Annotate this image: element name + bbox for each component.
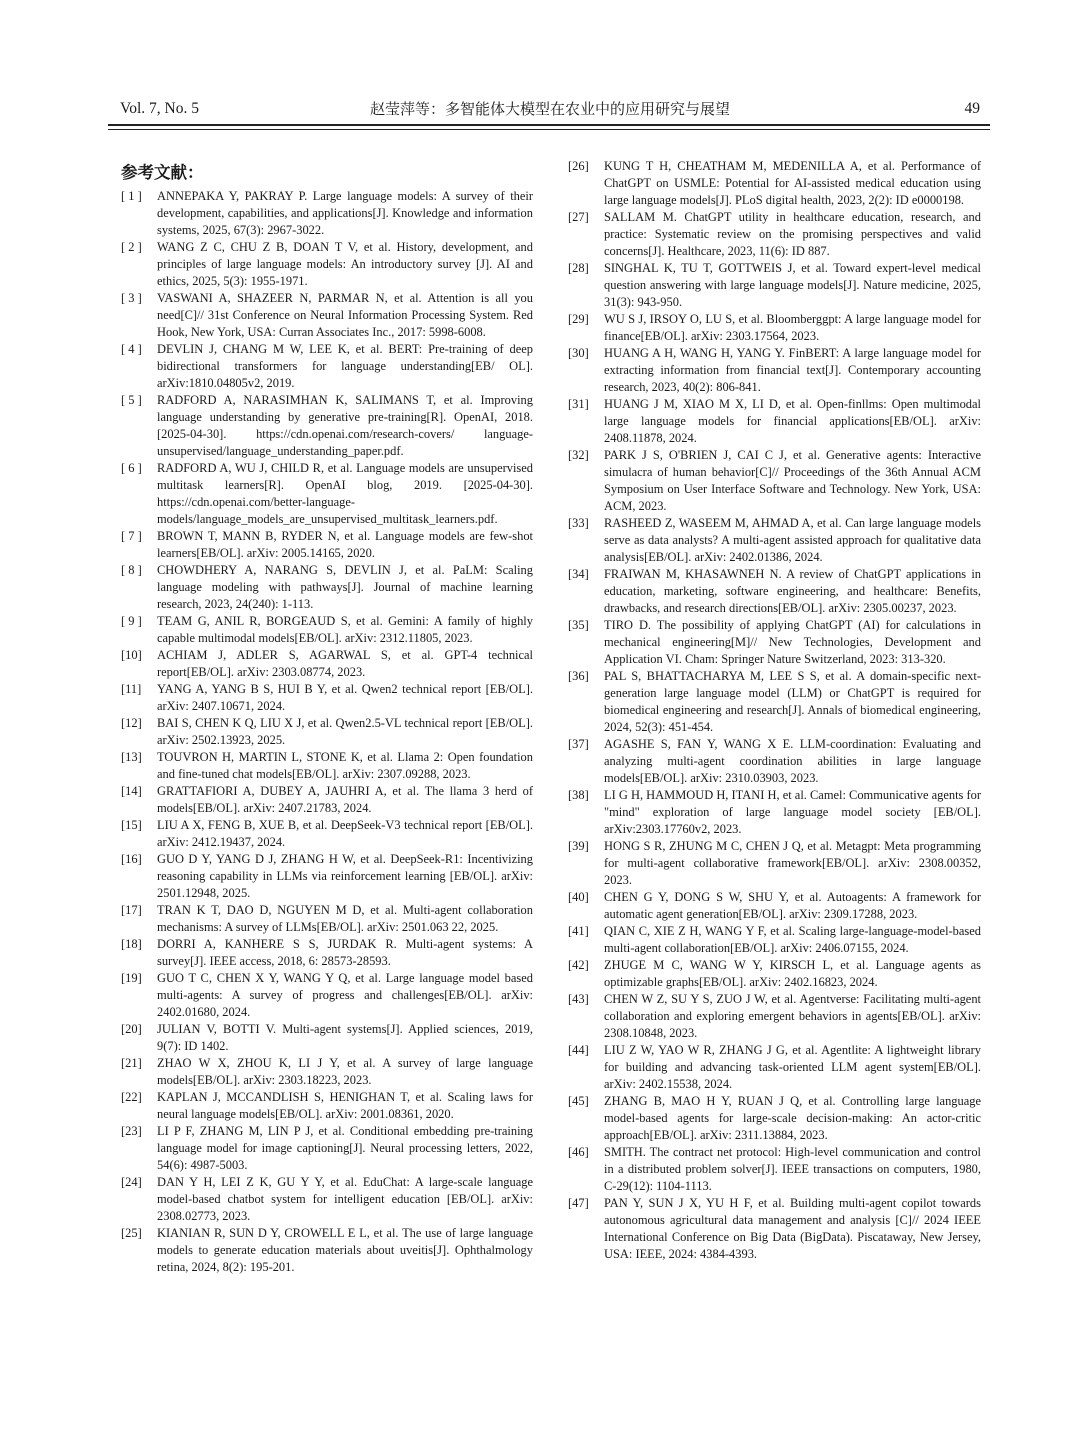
reference-number: [33] — [568, 516, 589, 530]
reference-entry — [568, 515, 981, 566]
reference-entry — [121, 1055, 533, 1089]
reference-entry — [121, 681, 533, 715]
reference-text: TOUVRON H, MARTIN L, STONE K, et al. Llama 2: Open foundation and fine-tuned chat models[EB/OL]. arXiv: 2307.09288, 2023. — [157, 750, 533, 781]
reference-entry — [121, 528, 533, 562]
reference-number: [19] — [121, 971, 142, 985]
reference-number: [17] — [121, 903, 142, 917]
reference-text: GUO T C, CHEN X Y, WANG Y Q, et al. Large language model based multi-agents: A survey of progress and challenges[EB/OL]. arXiv: 2402.01680, 2024. — [157, 971, 533, 1019]
reference-text: DEVLIN J, CHANG M W, LEE K, et al. BERT: Pre-training of deep bidirectional transformers for language understanding[EB/ OL]. arXiv:1810.04805v2, 2019. — [157, 342, 533, 390]
reference-text: LI P F, ZHANG M, LIN P J, et al. Conditional embedding pre-training language model for image captioning[J]. Neural processing letters, 2022, 54(6): 4987-5003. — [157, 1124, 533, 1172]
reference-entry — [121, 817, 533, 851]
reference-number: [21] — [121, 1056, 142, 1070]
reference-entry — [568, 617, 981, 668]
reference-entry — [121, 1225, 533, 1276]
reference-number: [ 7 ] — [121, 529, 142, 543]
reference-number: [ 1 ] — [121, 189, 142, 203]
reference-number: [45] — [568, 1094, 589, 1108]
reference-number: [41] — [568, 924, 589, 938]
reference-number: [16] — [121, 852, 142, 866]
reference-number: [28] — [568, 261, 589, 275]
reference-entry — [121, 851, 533, 902]
reference-number: [15] — [121, 818, 142, 832]
reference-number: [25] — [121, 1226, 142, 1240]
reference-number: [43] — [568, 992, 589, 1006]
reference-number: [39] — [568, 839, 589, 853]
reference-entry — [121, 239, 533, 290]
reference-number: [20] — [121, 1022, 142, 1036]
reference-entry — [121, 290, 533, 341]
reference-text: ACHIAM J, ADLER S, AGARWAL S, et al. GPT-4 technical report[EB/OL]. arXiv: 2303.08774, 2023. — [157, 648, 533, 679]
reference-entry — [121, 936, 533, 970]
reference-number: [ 5 ] — [121, 393, 142, 407]
reference-text: LIU Z W, YAO W R, ZHANG J G, et al. Agentlite: A lightweight library for building and advancing task-oriented LLM agent system[EB/OL]. arXiv: 2402.15538, 2024. — [604, 1043, 981, 1091]
reference-number: [46] — [568, 1145, 589, 1159]
reference-text: CHEN W Z, SU Y S, ZUO J W, et al. Agentverse: Facilitating multi-agent collaboration and exploring emergent behaviors in agents[EB/OL]. arXiv: 2308.10848, 2023. — [604, 992, 981, 1040]
reference-entry — [121, 188, 533, 239]
reference-text: SALLAM M. ChatGPT utility in healthcare education, research, and practice: Systematic review on the promising perspectives and valid concerns[J]. Healthcare, 2023, 11(6): ID 887. — [604, 210, 981, 258]
reference-number: [40] — [568, 890, 589, 904]
reference-entry — [568, 923, 981, 957]
reference-text: GRATTAFIORI A, DUBEY A, JAUHRI A, et al. The llama 3 herd of models[EB/OL]. arXiv: 2407.21783, 2024. — [157, 784, 533, 815]
reference-number: [32] — [568, 448, 589, 462]
reference-text: RADFORD A, NARASIMHAN K, SALIMANS T, et al. Improving language understanding by generative pre-training[R]. OpenAI, 2018. [2025-04-30]. https://cdn.openai.com/research-covers/ language-unsupervised/language_understanding_paper.pdf. — [157, 393, 533, 458]
reference-entry — [568, 447, 981, 515]
running-header — [120, 98, 980, 122]
reference-text: AGASHE S, FAN Y, WANG X E. LLM-coordination: Evaluating and analyzing multi-agent coordination abilities in large language models[EB/OL]. arXiv: 2310.03903, 2023. — [604, 737, 981, 785]
reference-number: [13] — [121, 750, 142, 764]
running-title: 赵莹萍等：多智能体大模型在农业中的应用研究与展望 — [369, 100, 730, 118]
reference-list-left — [121, 188, 533, 1276]
reference-list-right — [568, 158, 981, 1263]
volume-issue: Vol. 7, No. 5 — [120, 100, 199, 117]
reference-text: BROWN T, MANN B, RYDER N, et al. Language models are few-shot learners[EB/OL]. arXiv: 2005.14165, 2020. — [157, 529, 533, 560]
reference-entry — [568, 736, 981, 787]
reference-entry — [121, 749, 533, 783]
reference-entry — [568, 787, 981, 838]
reference-text: RADFORD A, WU J, CHILD R, et al. Language models are unsupervised multitask learners[R]. OpenAI blog, 2019. [2025-04-30]. https://cdn.openai.com/better-language-models/language_models_are_unsupervised_multitask_learners.pdf. — [157, 461, 533, 526]
reference-number: [ 2 ] — [121, 240, 142, 254]
reference-number: [35] — [568, 618, 589, 632]
reference-text: HONG S R, ZHUNG M C, CHEN J Q, et al. Metagpt: Meta programming for multi-agent collaborative framework[EB/OL]. arXiv: 2308.00352, 2023. — [604, 839, 981, 887]
reference-number: [22] — [121, 1090, 142, 1104]
reference-text: VASWANI A, SHAZEER N, PARMAR N, et al. Attention is all you need[C]// 31st Conference on Neural Information Processing System. Red Hook, New York, USA: Curran Associates Inc., 2017: 5998-6008. — [157, 291, 533, 339]
reference-entry — [121, 1021, 533, 1055]
reference-text: KIANIAN R, SUN D Y, CROWELL E L, et al. The use of large language models to generate education materials about uveitis[J]. Ophthalmology retina, 2024, 8(2): 195-201. — [157, 1226, 533, 1274]
reference-number: [42] — [568, 958, 589, 972]
reference-text: SINGHAL K, TU T, GOTTWEIS J, et al. Toward expert-level medical question answering with large language models[J]. Nature medicine, 2025, 31(3): 943-950. — [604, 261, 981, 309]
reference-number: [11] — [121, 682, 142, 696]
reference-number: [ 8 ] — [121, 563, 142, 577]
reference-entry — [121, 1123, 533, 1174]
reference-entry — [568, 838, 981, 889]
reference-text: PAL S, BHATTACHARYA M, LEE S S, et al. A domain-specific next-generation large language model (LLM) or ChatGPT is required for biomedical engineering and research[J]. Annals of biomedical engineering, 2024, 52(3): 451-454. — [604, 669, 981, 734]
reference-entry — [568, 1093, 981, 1144]
reference-entry — [568, 957, 981, 991]
reference-number: [ 3 ] — [121, 291, 142, 305]
reference-entry — [568, 566, 981, 617]
reference-entry — [568, 345, 981, 396]
reference-text: SMITH. The contract net protocol: High-level communication and control in a distributed problem solver[J]. IEEE transactions on computers, 1980, C-29(12): 1104-1113. — [604, 1145, 981, 1193]
reference-entry — [121, 715, 533, 749]
reference-number: [34] — [568, 567, 589, 581]
reference-entry — [121, 783, 533, 817]
reference-text: RASHEED Z, WASEEM M, AHMAD A, et al. Can large language models serve as data analysts? A multi-agent assisted approach for qualitative data analysis[EB/OL]. arXiv: 2402.01386, 2024. — [604, 516, 981, 564]
reference-entry — [121, 460, 533, 528]
reference-entry — [121, 647, 533, 681]
reference-text: CHOWDHERY A, NARANG S, DEVLIN J, et al. PaLM: Scaling language modeling with pathways[J]. Journal of machine learning research, 2023, 24(240): 1-113. — [157, 563, 533, 611]
reference-text: DORRI A, KANHERE S S, JURDAK R. Multi-agent systems: A survey[J]. IEEE access, 2018, 6: 28573-28593. — [157, 937, 533, 968]
reference-entry — [121, 1089, 533, 1123]
reference-text: YANG A, YANG B S, HUI B Y, et al. Qwen2 technical report [EB/OL]. arXiv: 2407.10671, 2024. — [157, 682, 533, 713]
reference-text: KUNG T H, CHEATHAM M, MEDENILLA A, et al. Performance of ChatGPT on USMLE: Potential for AI-assisted medical education using large language models[J]. PLoS digital health, 2023, 2(2): ID e0000198. — [604, 159, 981, 207]
reference-number: [31] — [568, 397, 589, 411]
reference-entry — [568, 311, 981, 345]
reference-number: [24] — [121, 1175, 142, 1189]
reference-entry — [568, 1195, 981, 1263]
reference-text: LIU A X, FENG B, XUE B, et al. DeepSeek-V3 technical report [EB/OL]. arXiv: 2412.19437, 2024. — [157, 818, 533, 849]
reference-entry — [121, 613, 533, 647]
header-rule-thin — [108, 129, 990, 130]
reference-text: BAI S, CHEN K Q, LIU X J, et al. Qwen2.5-VL technical report [EB/OL]. arXiv: 2502.13923, 2025. — [157, 716, 533, 747]
reference-text: PAN Y, SUN J X, YU H F, et al. Building multi-agent copilot towards autonomous agricultural data management and analysis [C]// 2024 IEEE International Conference on Big Data (BigData). Piscataway, New Jersey, USA: IEEE, 2024: 4384-4393. — [604, 1196, 981, 1261]
reference-entry — [568, 209, 981, 260]
reference-number: [27] — [568, 210, 589, 224]
reference-entry — [121, 392, 533, 460]
reference-number: [30] — [568, 346, 589, 360]
reference-entry — [568, 1144, 981, 1195]
reference-number: [47] — [568, 1196, 589, 1210]
reference-text: TIRO D. The possibility of applying ChatGPT (AI) for calculations in mechanical engineering[M]// New Technologies, Development and Application VI. Cham: Springer Nature Switzerland, 2023: 313-320. — [604, 618, 981, 666]
reference-text: TRAN K T, DAO D, NGUYEN M D, et al. Multi-agent collaboration mechanisms: A survey of LLMs[EB/OL]. arXiv: 2501.063 22, 2025. — [157, 903, 533, 934]
reference-text: ZHUGE M C, WANG W Y, KIRSCH L, et al. Language agents as optimizable graphs[EB/OL]. arXiv: 2402.16823, 2024. — [604, 958, 981, 989]
reference-number: [26] — [568, 159, 589, 173]
reference-text: HUANG J M, XIAO M X, LI D, et al. Open-finllms: Open multimodal large language models for financial applications[EB/OL]. arXiv: 2408.11878, 2024. — [604, 397, 981, 445]
reference-entry — [568, 260, 981, 311]
reference-number: [23] — [121, 1124, 142, 1138]
reference-text: TEAM G, ANIL R, BORGEAUD S, et al. Gemini: A family of highly capable multimodal models[EB/OL]. arXiv: 2312.11805, 2023. — [157, 614, 533, 645]
page-number: 49 — [964, 100, 980, 117]
reference-entry — [121, 1174, 533, 1225]
reference-entry — [121, 902, 533, 936]
reference-text: ANNEPAKA Y, PAKRAY P. Large language models: A survey of their development, capabilities, and applications[J]. Knowledge and information systems, 2025, 67(3): 2967-3022. — [157, 189, 533, 237]
reference-entry — [568, 991, 981, 1042]
reference-entry — [568, 889, 981, 923]
reference-number: [10] — [121, 648, 142, 662]
reference-number: [12] — [121, 716, 142, 730]
header-rule-thick — [108, 124, 990, 126]
reference-number: [37] — [568, 737, 589, 751]
reference-number: [38] — [568, 788, 589, 802]
reference-number: [44] — [568, 1043, 589, 1057]
reference-entry — [568, 158, 981, 209]
references-heading: 参考文献： — [121, 163, 204, 182]
reference-entry — [568, 668, 981, 736]
reference-entry — [121, 970, 533, 1021]
reference-text: LI G H, HAMMOUD H, ITANI H, et al. Camel: Communicative agents for "mind" exploration of large language model society [EB/OL]. arXiv:2303.17760v2, 2023. — [604, 788, 981, 836]
reference-number: [ 4 ] — [121, 342, 142, 356]
left-column — [121, 158, 533, 1276]
reference-number: [ 6 ] — [121, 461, 142, 475]
reference-text: GUO D Y, YANG D J, ZHANG H W, et al. DeepSeek-R1: Incentivizing reasoning capability in LLMs via reinforcement learning [EB/OL]. arXiv: 2501.12948, 2025. — [157, 852, 533, 900]
reference-entry — [121, 562, 533, 613]
reference-text: HUANG A H, WANG H, YANG Y. FinBERT: A large language model for extracting information from financial text[J]. Contemporary accounting research, 2023, 40(2): 806-841. — [604, 346, 981, 394]
reference-text: WANG Z C, CHU Z B, DOAN T V, et al. History, development, and principles of large language models: An introductory survey [J]. AI and ethics, 2025, 5(3): 1955-1971. — [157, 240, 533, 288]
reference-text: ZHAO W X, ZHOU K, LI J Y, et al. A survey of large language models[EB/OL]. arXiv: 2303.18223, 2023. — [157, 1056, 533, 1087]
reference-number: [18] — [121, 937, 142, 951]
reference-text: PARK J S, O'BRIEN J, CAI C J, et al. Generative agents: Interactive simulacra of human behavior[C]// Proceedings of the 36th Annual ACM Symposium on User Interface Software and Technology. New York, USA: ACM, 2023. — [604, 448, 981, 513]
reference-text: WU S J, IRSOY O, LU S, et al. Bloomberggpt: A large language model for finance[EB/OL]. arXiv: 2303.17564, 2023. — [604, 312, 981, 343]
reference-entry — [121, 341, 533, 392]
reference-entry — [568, 1042, 981, 1093]
reference-text: DAN Y H, LEI Z K, GU Y Y, et al. EduChat: A large-scale language model-based chatbot system for intelligent education [EB/OL]. arXiv: 2308.02773, 2023. — [157, 1175, 533, 1223]
reference-text: ZHANG B, MAO H Y, RUAN J Q, et al. Controlling large language model-based agents for large-scale decision-making: An actor-critic approach[EB/OL]. arXiv: 2311.13884, 2023. — [604, 1094, 981, 1142]
reference-number: [36] — [568, 669, 589, 683]
right-column — [568, 158, 981, 1263]
reference-number: [14] — [121, 784, 142, 798]
reference-number: [ 9 ] — [121, 614, 142, 628]
reference-text: CHEN G Y, DONG S W, SHU Y, et al. Autoagents: A framework for automatic agent generation[EB/OL]. arXiv: 2309.17288, 2023. — [604, 890, 981, 921]
reference-text: FRAIWAN M, KHASAWNEH N. A review of ChatGPT applications in education, marketing, software engineering, and healthcare: Benefits, drawbacks, and research directions[EB/OL]. arXiv: 2305.00237, 2023. — [604, 567, 981, 615]
reference-entry — [568, 396, 981, 447]
reference-text: KAPLAN J, MCCANDLISH S, HENIGHAN T, et al. Scaling laws for neural language models[EB/OL]. arXiv: 2001.08361, 2020. — [157, 1090, 533, 1121]
reference-text: JULIAN V, BOTTI V. Multi-agent systems[J]. Applied sciences, 2019, 9(7): ID 1402. — [157, 1022, 533, 1053]
reference-number: [29] — [568, 312, 589, 326]
reference-text: QIAN C, XIE Z H, WANG Y F, et al. Scaling large-language-model-based multi-agent collaboration[EB/OL]. arXiv: 2406.07155, 2024. — [604, 924, 981, 955]
